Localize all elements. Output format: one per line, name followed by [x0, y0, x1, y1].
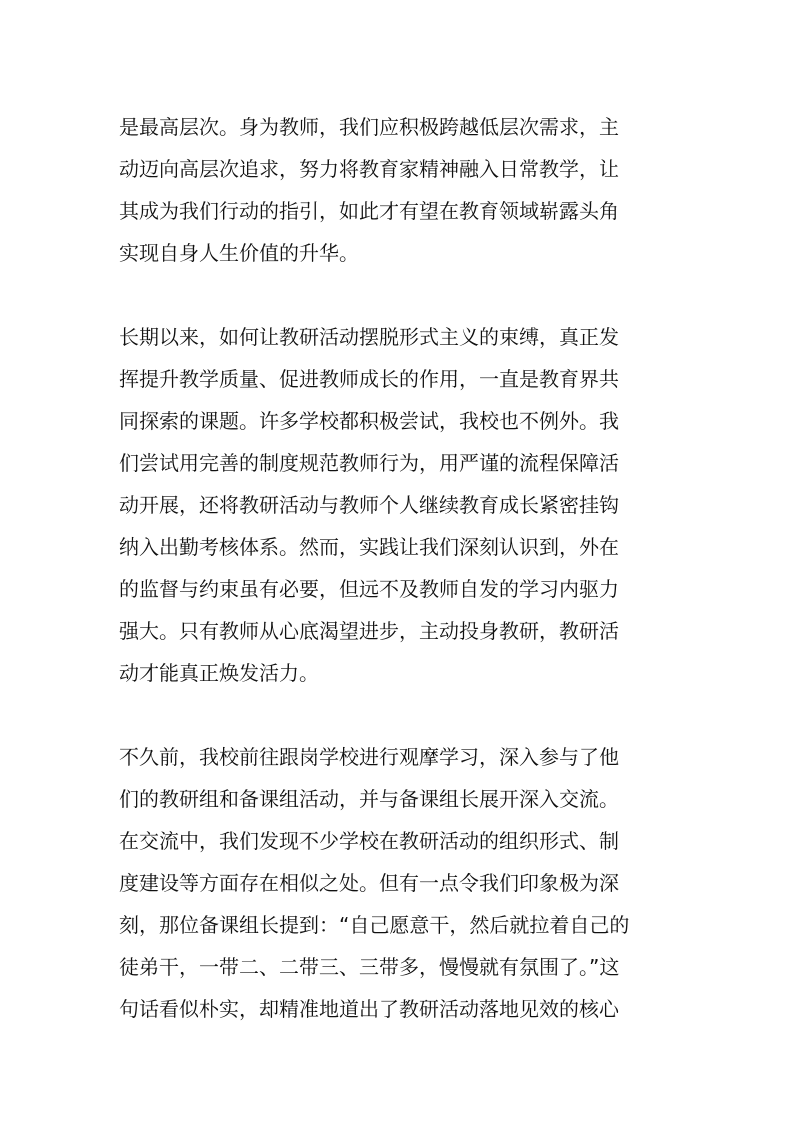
text-line: 动迈向高层次追求，努力将教育家精神融入日常教学，让 [119, 157, 619, 181]
paragraph-3 [119, 736, 679, 1030]
text-line: 们尝试用完善的制度规范教师行为，用严谨的流程保障活 [119, 451, 619, 475]
paragraph-2 [119, 316, 679, 694]
text-line: 是最高层次。身为教师，我们应积极跨越低层次需求，主 [119, 115, 619, 139]
paragraph-1 [119, 106, 679, 274]
text-line: 长期以来，如何让教研活动摆脱形式主义的束缚，真正发 [119, 325, 619, 349]
text-line: 度建设等方面存在相似之处。但有一点令我们印象极为深 [119, 871, 619, 895]
paragraph-spacer [119, 274, 679, 316]
text-line: 同探索的课题。许多学校都积极尝试，我校也不例外。我 [119, 409, 619, 433]
text-line: 刻，那位备课组长提到：“自己愿意干，然后就拉着自己的 [119, 913, 630, 937]
text-line: 徒弟干，一带二、二带三、三带多，慢慢就有氛围了。”这 [119, 955, 620, 979]
text-line: 不久前，我校前往跟岗学校进行观摩学习，深入参与了他 [119, 745, 619, 769]
text-line: 实现自身人生价值的升华。 [119, 241, 359, 265]
text-line: 纳入出勤考核体系。然而，实践让我们深刻认识到，外在 [119, 535, 619, 559]
text-line: 其成为我们行动的指引，如此才有望在教育领域崭露头角 [119, 199, 619, 223]
document-page [119, 106, 679, 1030]
text-line: 句话看似朴实，却精准地道出了教研活动落地见效的核心 [119, 997, 619, 1021]
text-line: 动才能真正焕发活力。 [119, 661, 319, 685]
text-line: 在交流中，我们发现不少学校在教研活动的组织形式、制 [119, 829, 619, 853]
text-line: 们的教研组和备课组活动，并与备课组长展开深入交流。 [119, 787, 619, 811]
paragraph-spacer [119, 694, 679, 736]
text-line: 挥提升教学质量、促进教师成长的作用，一直是教育界共 [119, 367, 619, 391]
text-line: 动开展，还将教研活动与教师个人继续教育成长紧密挂钩 [119, 493, 619, 517]
text-line: 的监督与约束虽有必要，但远不及教师自发的学习内驱力 [119, 577, 619, 601]
text-line: 强大。只有教师从心底渴望进步，主动投身教研，教研活 [119, 619, 619, 643]
